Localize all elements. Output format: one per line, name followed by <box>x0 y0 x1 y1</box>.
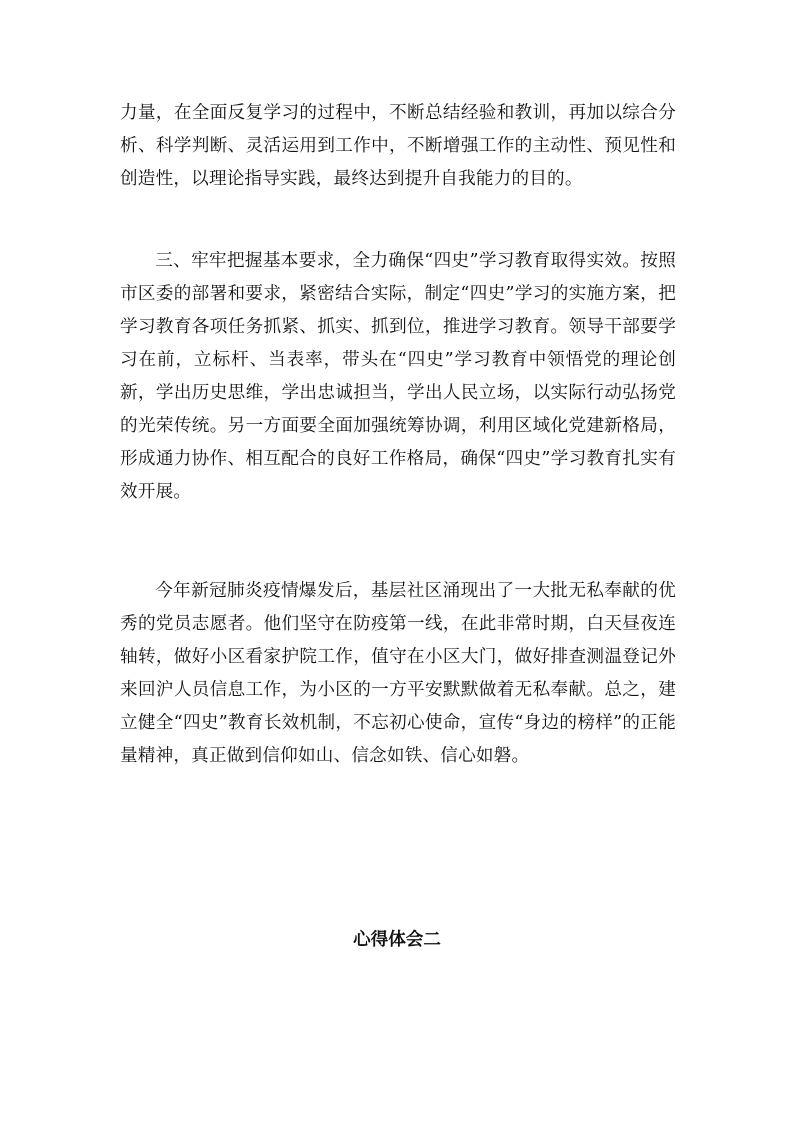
paragraph-volunteers: 今年新冠肺炎疫情爆发后，基层社区涌现出了一大批无私奉献的优秀的党员志愿者。他们坚守在防疫第一线，在此非常时期，白天昼夜连轴转，做好小区看家护院工作，值守在小区大门，做好排查测温登记外来回沪人员信息工作，为小区的一方平安默默做着无私奉献。总之，建立健全“四史”教育长效机制，不忘初心使命，宣传“身边的榜样”的正能量精神，真正做到信仰如山、信念如铁、信心如磐。 <box>120 581 676 766</box>
section-heading: 心得体会二 <box>353 929 441 950</box>
paragraph-section-three: 三、牢牢把握基本要求，全力确保“四史”学习教育取得实效。按照市区委的部署和要求，紧密结合实际，制定“四史”学习的实施方案，把学习教育各项任务抓紧、抓实、抓到位，推进学习教育。领导干部要学习在前，立标杆、当表率，带头在“四史”学习教育中领悟党的理论创新，学出历史思维，学出忠诚担当，学出人民立场，以实际行动弘扬党的光荣传统。另一方面要全面加强统筹协调，利用区域化党建新格局，形成通力协作、相互配合的良好工作格局，确保“四史”学习教育扎实有效开展。 <box>120 251 676 502</box>
paragraph-continuation: 力量，在全面反复学习的过程中，不断总结经验和教训，再加以综合分析、科学判断、灵活运用到工作中，不断增强工作的主动性、预见性和创造性，以理论指导实践，最终达到提升自我能力的目的。 <box>120 103 676 189</box>
